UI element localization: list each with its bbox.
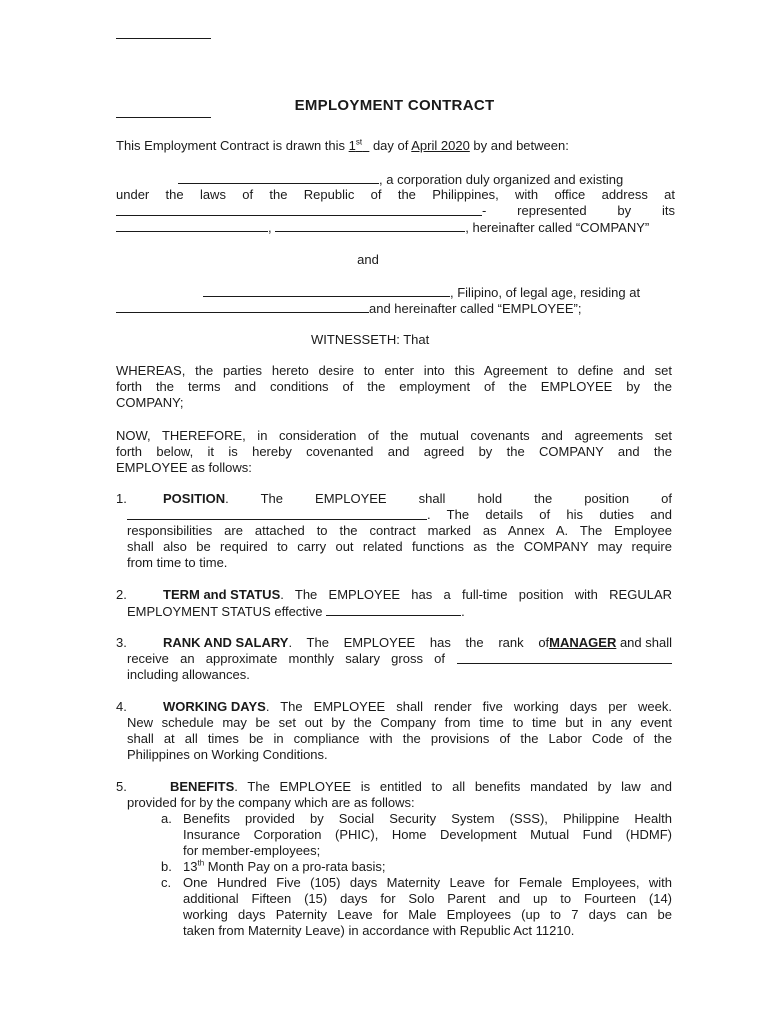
employee-name-blank	[203, 284, 450, 297]
clause-3-line-3: including allowances.	[127, 667, 250, 682]
effective-date-blank	[326, 603, 461, 616]
intro-prefix: This Employment Contract is drawn this	[116, 138, 349, 153]
clause-2-line-2: EMPLOYMENT STATUS effective .	[127, 604, 465, 619]
benefit-c-line-1: One Hundred Five (105) days Maternity Leave for Female Employees, with	[183, 875, 672, 890]
benefit-c-line-2: additional Fifteen (15) days for Solo Parent and up to Fourteen (14)	[183, 891, 672, 906]
clause-2-heading: TERM and STATUS	[163, 587, 281, 602]
clause-1-line-3: responsibilities are attached to the contract marked as Annex A. The Employee	[127, 523, 672, 538]
clause-1-line-4: shall also be required to carry out related functions as the COMPANY may require	[127, 539, 672, 554]
clause-2-line-1: TERM and STATUS . The EMPLOYEE has a full-time position with REGULAR	[163, 587, 672, 602]
benefit-a-label: a.	[161, 811, 172, 826]
employee-line-1: , Filipino, of legal age, residing at	[203, 284, 676, 301]
benefit-a-line-2: Insurance Corporation (PHIC), Home Development Mutual Fund (HDMF)	[183, 827, 672, 842]
benefit-a-line-3: for member-employees;	[183, 843, 321, 858]
clause-3-line-1: RANK AND SALARY . The EMPLOYEE has the rank of MANAGER and shall	[163, 635, 672, 650]
header-rule-top	[116, 38, 211, 39]
company-line-4: , , hereinafter called “COMPANY”	[116, 219, 675, 236]
benefit-c-label: c.	[161, 875, 172, 890]
clause-4-line-4: Philippines on Working Conditions.	[127, 747, 328, 762]
clause-4-number: 4.	[116, 699, 127, 714]
clause-3-heading: RANK AND SALARY	[163, 635, 289, 650]
whereas-line-1: WHEREAS, the parties hereto desire to enter into this Agreement to define and set	[116, 363, 672, 378]
clause-3-line-2: receive an approximate monthly salary gross of	[127, 651, 672, 667]
rank-value: MANAGER	[549, 635, 617, 650]
clause-5-heading: BENEFITS	[170, 779, 235, 794]
position-blank	[127, 507, 427, 520]
salary-blank	[457, 651, 672, 664]
company-rep-name-blank	[116, 219, 268, 232]
company-line-2: under the laws of the Republic of the Philippines, with office address at	[116, 187, 675, 202]
clause-2-number: 2.	[116, 587, 127, 602]
company-line-1: , a corporation duly organized and existing	[178, 171, 676, 188]
clause-1-line-1: POSITION . The EMPLOYEE shall hold the position of	[163, 491, 672, 506]
clause-5-line-2: provided for by the company which are as follows:	[127, 795, 415, 810]
benefit-c-line-4: taken from Maternity Leave) in accordance with Republic Act 11210.	[183, 923, 575, 938]
clause-1-heading: POSITION	[163, 491, 226, 506]
company-rep-position-blank	[275, 219, 465, 232]
clause-3-number: 3.	[116, 635, 127, 650]
clause-4-line-1: WORKING DAYS . The EMPLOYEE shall render five working days per week.	[163, 699, 672, 714]
whereas-line-3: COMPANY;	[116, 395, 184, 410]
clause-1-number: 1.	[116, 491, 127, 506]
company-name-blank	[178, 171, 379, 184]
intro-line	[116, 138, 676, 154]
now-therefore-line-3: EMPLOYEE as follows:	[116, 460, 252, 475]
document-title: EMPLOYMENT CONTRACT	[294, 97, 495, 114]
intro-date: April 2020	[411, 138, 470, 153]
benefit-b-label: b.	[161, 859, 172, 874]
intro-suffix: by and between:	[469, 138, 569, 153]
intro-day: 1st	[348, 137, 363, 153]
and-word: and	[357, 252, 379, 267]
company-address-blank	[116, 203, 482, 216]
witnesseth: WITNESSETH: That	[311, 332, 430, 347]
benefit-c-line-3: working days Paternity Leave for Male Employees (up to 7 days can be	[183, 907, 672, 922]
employee-address-blank	[116, 300, 369, 313]
company-line-3: - represented by its	[116, 203, 675, 219]
whereas-line-2: forth the terms and conditions of the employment of the EMPLOYEE by the	[116, 379, 672, 394]
now-therefore-line-1: NOW, THEREFORE, in consideration of the mutual covenants and agreements set	[116, 428, 672, 443]
employee-line-2: and hereinafter called “EMPLOYEE”;	[116, 300, 676, 317]
clause-4-line-3: shall at all times be in compliance with the provisions of the Labor Code of the	[127, 731, 672, 746]
header-rule-bottom	[116, 117, 211, 118]
now-therefore-line-2: forth below, it is hereby covenanted and agreed by the COMPANY and the	[116, 444, 672, 459]
clause-5-line-1: BENEFITS . The EMPLOYEE is entitled to all benefits mandated by law and	[170, 779, 672, 794]
intro-mid: day of	[369, 138, 412, 153]
clause-4-line-2: New schedule may be set out by the Company from time to time but in any event	[127, 715, 672, 730]
clause-1-line-5: from time to time.	[127, 555, 228, 570]
clause-1-line-2: . The details of his duties and	[127, 507, 672, 523]
clause-5-number: 5.	[116, 779, 127, 794]
benefit-a-line-1: Benefits provided by Social Security System (SSS), Philippine Health	[183, 811, 672, 826]
benefit-b-line: 13th Month Pay on a pro-rata basis;	[183, 858, 386, 874]
clause-4-heading: WORKING DAYS	[163, 699, 266, 714]
